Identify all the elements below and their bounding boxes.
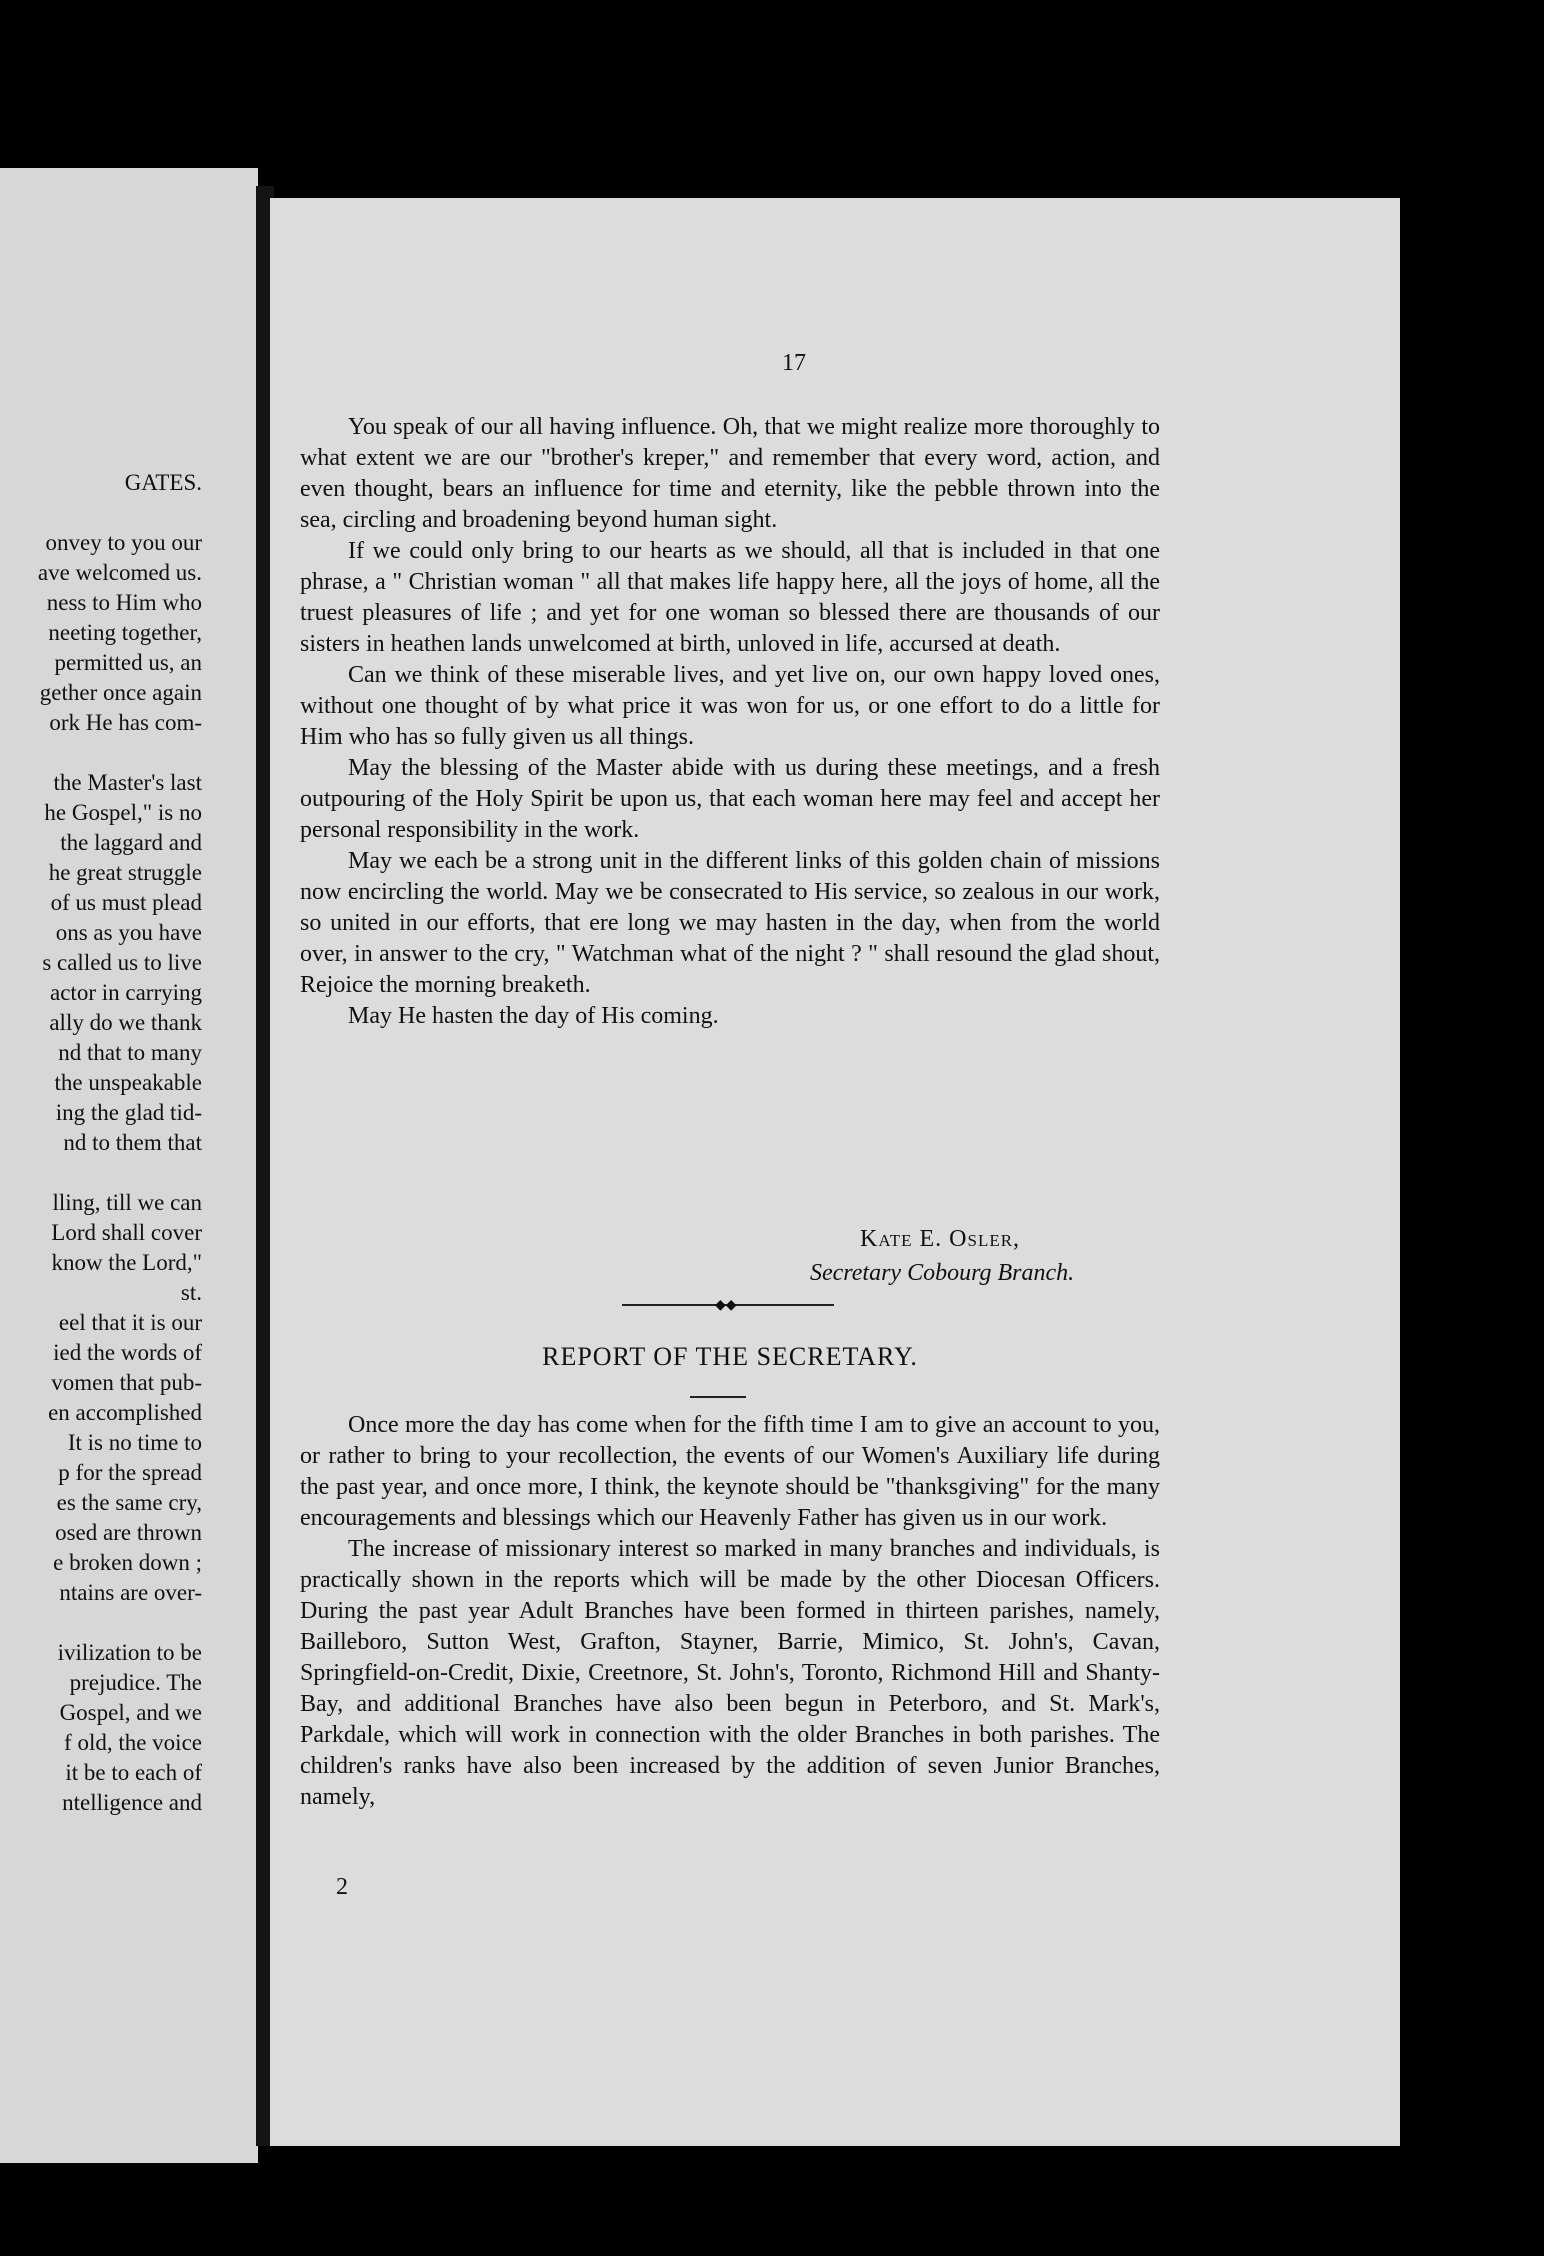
left-page-line: s called us to live bbox=[42, 950, 202, 975]
left-page-line: permitted us, an bbox=[54, 650, 202, 675]
left-page-line: neeting together, bbox=[48, 620, 202, 645]
paragraph: The increase of missionary interest so marked in many branches and individuals, is practically shown in the reports which will be made by the other Diocesan Officers. During the past year Adult Branches have been formed in thirteen parishes, namely, Bailleboro, Sutton West, Grafton, Stayner, Barrie, Mimico, St. John's, Cavan, Springfield-on-Credit, Dixie, Creetnore, St. John's, Toronto, Richmond Hill and Shanty-Bay, and additional Branches have also been begun in Peterboro, and St. Mark's, Parkdale, which will work in connection with the older Branches in both parishes. The children's ranks have also been increased by the addition of seven Junior Branches, namely, bbox=[300, 1536, 1160, 1810]
left-page-line: of us must plead bbox=[50, 890, 202, 915]
heading-underline bbox=[690, 1396, 746, 1398]
divider-ornament: ◆◆ bbox=[715, 1298, 737, 1313]
left-page-line: the unspeakable bbox=[54, 1070, 202, 1095]
section-heading: REPORT OF THE SECRETARY. bbox=[542, 1342, 918, 1371]
left-page-line: e broken down ; bbox=[53, 1550, 202, 1575]
left-page-line: nd that to many bbox=[58, 1040, 202, 1065]
left-page-line: he great struggle bbox=[48, 860, 202, 885]
left-page-line: he Gospel," is no bbox=[44, 800, 202, 825]
left-page-line: ally do we thank bbox=[49, 1010, 202, 1035]
left-page-line: ntains are over- bbox=[59, 1580, 202, 1605]
left-page-line: ave welcomed us. bbox=[37, 560, 202, 585]
left-page-line: p for the spread bbox=[58, 1460, 202, 1485]
left-page-line bbox=[0, 1158, 258, 1188]
left-page bbox=[0, 168, 258, 2163]
signature-name: Kate E. Osler, bbox=[860, 1226, 1021, 1252]
left-page-line: ivilization to be bbox=[57, 1640, 202, 1665]
left-page-line: ness to Him who bbox=[46, 590, 202, 615]
left-page-line: onvey to you our bbox=[45, 530, 202, 555]
report-body bbox=[300, 1410, 1160, 1813]
left-page-line: Lord shall cover bbox=[51, 1220, 202, 1245]
signature-role: Secretary Cobourg Branch. bbox=[810, 1260, 1075, 1286]
left-page-line: vomen that pub- bbox=[51, 1370, 202, 1395]
paragraph: May we each be a strong unit in the different links of this golden chain of missions now encircling the world. May we be consecrated to His service, so zealous in our work, so united in our efforts, that ere long we may hasten in the day, when from the world over, in answer to the cry, " Watchman what of the night ? " shall resound the glad shout, Rejoice the morning breaketh. bbox=[300, 848, 1160, 998]
left-page-line: ntelligence and bbox=[62, 1790, 202, 1815]
letter-body bbox=[300, 412, 1160, 1032]
left-page-line: f old, the voice bbox=[64, 1730, 202, 1755]
left-page-line: en accomplished bbox=[48, 1400, 202, 1425]
paragraph: You speak of our all having influence. Oh, that we might realize more thoroughly to what extent we are our "brother's kreper," and remember that every word, action, and even thought, bears an influence for time and eternity, like the pebble thrown into the sea, circling and broadening beyond human sight. bbox=[300, 414, 1160, 533]
left-page-text bbox=[0, 468, 258, 1818]
right-page bbox=[270, 198, 1400, 2146]
left-page-line bbox=[0, 1608, 258, 1638]
signature-mark: 2 bbox=[336, 1874, 348, 1900]
left-page-line: know the Lord," bbox=[51, 1250, 202, 1275]
left-page-line: eel that it is our bbox=[58, 1310, 202, 1335]
left-page-line bbox=[0, 738, 258, 768]
left-page-line: prejudice. The bbox=[69, 1670, 202, 1695]
left-page-line: osed are thrown bbox=[55, 1520, 202, 1545]
left-page-line: it be to each of bbox=[65, 1760, 202, 1785]
left-page-line: actor in carrying bbox=[50, 980, 202, 1005]
left-page-line: es the same cry, bbox=[56, 1490, 202, 1515]
left-page-line: nd to them that bbox=[63, 1130, 202, 1155]
left-page-line: ork He has com- bbox=[49, 710, 202, 735]
left-page-line: lling, till we can bbox=[52, 1190, 202, 1215]
left-page-line: It is no time to bbox=[67, 1430, 202, 1455]
paragraph: If we could only bring to our hearts as we should, all that is included in that one phrase, a " Christian woman " all that makes life happy here, all the joys of home, all the truest pleasures of life ; and yet for one woman so blessed there are thousands of our sisters in heathen lands unwelcomed at birth, unloved in life, accursed at death. bbox=[300, 538, 1160, 657]
left-page-line: GATES. bbox=[124, 470, 202, 495]
paragraph: May He hasten the day of His coming. bbox=[348, 1003, 719, 1029]
page-number: 17 bbox=[782, 350, 806, 376]
paragraph: May the blessing of the Master abide with us during these meetings, and a fresh outpouring of the Holy Spirit be upon us, that each woman here may feel and accept her personal responsibility in the work. bbox=[300, 755, 1160, 843]
left-page-line: ons as you have bbox=[55, 920, 202, 945]
left-page-line: gether once again bbox=[39, 680, 202, 705]
left-page-line: the laggard and bbox=[60, 830, 202, 855]
signature-block bbox=[810, 1222, 1190, 1290]
left-page-line bbox=[0, 498, 258, 528]
left-page-line: ing the glad tid- bbox=[55, 1100, 202, 1125]
paragraph: Once more the day has come when for the fifth time I am to give an account to you, or rather to bring to your recollection, the events of our Women's Auxiliary life during the past year, and once more, I think, the keynote should be "thanksgiving" for the many encouragements and blessings which our Heavenly Father has given us in our work. bbox=[300, 1412, 1160, 1531]
left-page-line: Gospel, and we bbox=[59, 1700, 202, 1725]
left-page-line: the Master's last bbox=[53, 770, 202, 795]
left-page-line: st. bbox=[180, 1280, 202, 1305]
paragraph: Can we think of these miserable lives, and yet live on, our own happy loved ones, without one thought of by what price it was won for us, or one effort to do a little for Him who has so fully given us all things. bbox=[300, 662, 1160, 750]
left-page-line: ied the words of bbox=[53, 1340, 202, 1365]
